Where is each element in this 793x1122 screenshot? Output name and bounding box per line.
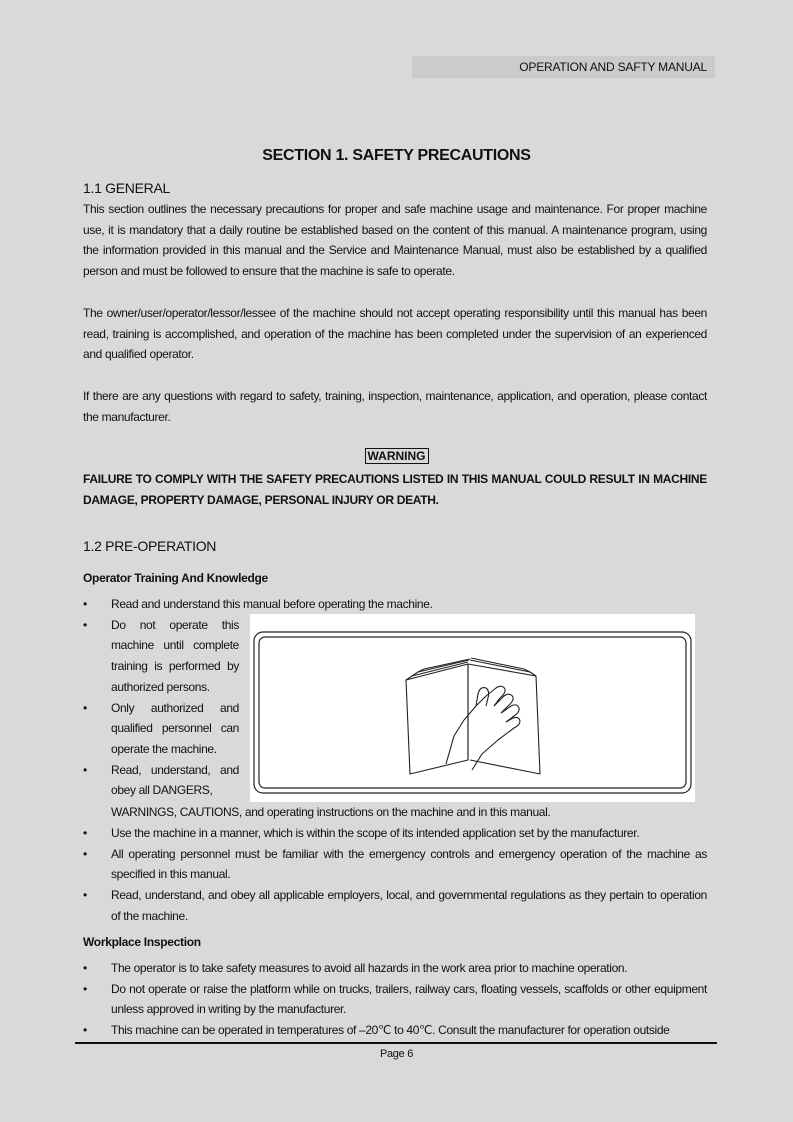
- read-manual-figure: [250, 614, 695, 802]
- general-paragraph-3: If there are any questions with regard to safety, training, inspection, maintenance, application, and operation, please contact the manufacturer.: [83, 389, 707, 424]
- list-item: • This machine can be operated in temperatures of –20℃ to 40℃. Consult the manufacturer for operation outside: [83, 1020, 707, 1041]
- list-item-continuation: WARNINGS, CAUTIONS, and operating instructions on the machine and in this manual.: [111, 805, 551, 819]
- workplace-heading: Workplace Inspection: [83, 935, 201, 949]
- list-item: • Read and understand this manual before operating the machine.: [83, 594, 707, 615]
- list-item: • Use the machine in a manner, which is within the scope of its intended application set by the manufacturer.: [83, 823, 707, 844]
- header-title: OPERATION AND SAFTY MANUAL: [519, 60, 707, 74]
- warning-label: WARNING: [0, 449, 793, 463]
- general-paragraph-2: The owner/user/operator/lessor/lessee of the machine should not accept operating responsibility until this manual has been read, training is accomplished, and operation of the machine has been completed under the supervision of an experienced and qualified operator.: [83, 306, 707, 362]
- list-item: • Read, understand, and obey all DANGERS,: [83, 760, 239, 801]
- page-number: Page 6: [379, 1048, 414, 1060]
- general-heading: 1.1 GENERAL: [83, 180, 170, 196]
- workplace-list: [83, 958, 707, 1041]
- list-item: • Read, understand, and obey all applicable employers, local, and governmental regulations as they pertain to operation of the machine.: [83, 885, 707, 926]
- list-item: • All operating personnel must be familiar with the emergency controls and emergency operation of the machine as specified in this manual.: [83, 844, 707, 885]
- preop-heading: 1.2 PRE-OPERATION: [83, 538, 217, 554]
- list-item: • Do not operate or raise the platform while on trucks, trailers, railway cars, floating vessels, scaffolds or other equipment unless approved in writing by the manufacturer.: [83, 979, 707, 1020]
- warning-text: FAILURE TO COMPLY WITH THE SAFETY PRECAUTIONS LISTED IN THIS MANUAL COULD RESULT IN MACHINE DAMAGE, PROPERTY DAMAGE, PERSONAL INJURY OR DEATH.: [83, 472, 707, 507]
- read-manual-icon: [250, 614, 695, 802]
- list-item: • Only authorized and qualified personnel can operate the machine.: [83, 698, 239, 760]
- general-paragraph-1: This section outlines the necessary precautions for proper and safe machine usage and maintenance. For proper machine use, it is mandatory that a daily routine be established based on the content of this manual. A maintenance program, using the information provided in this manual and the Service and Maintenance Manual, must also be established by a qualified person and must be followed to ensure that the machine is safe to operate.: [83, 202, 707, 279]
- training-list-continued: [83, 823, 707, 927]
- footer-rule: [75, 1042, 717, 1044]
- section-title: SECTION 1. SAFETY PRECAUTIONS: [262, 147, 531, 164]
- list-item: • Do not operate this machine until complete training is performed by authorized persons.: [83, 615, 239, 698]
- training-heading: Operator Training And Knowledge: [83, 571, 268, 585]
- list-item: • The operator is to take safety measures to avoid all hazards in the work area prior to machine operation.: [83, 958, 707, 979]
